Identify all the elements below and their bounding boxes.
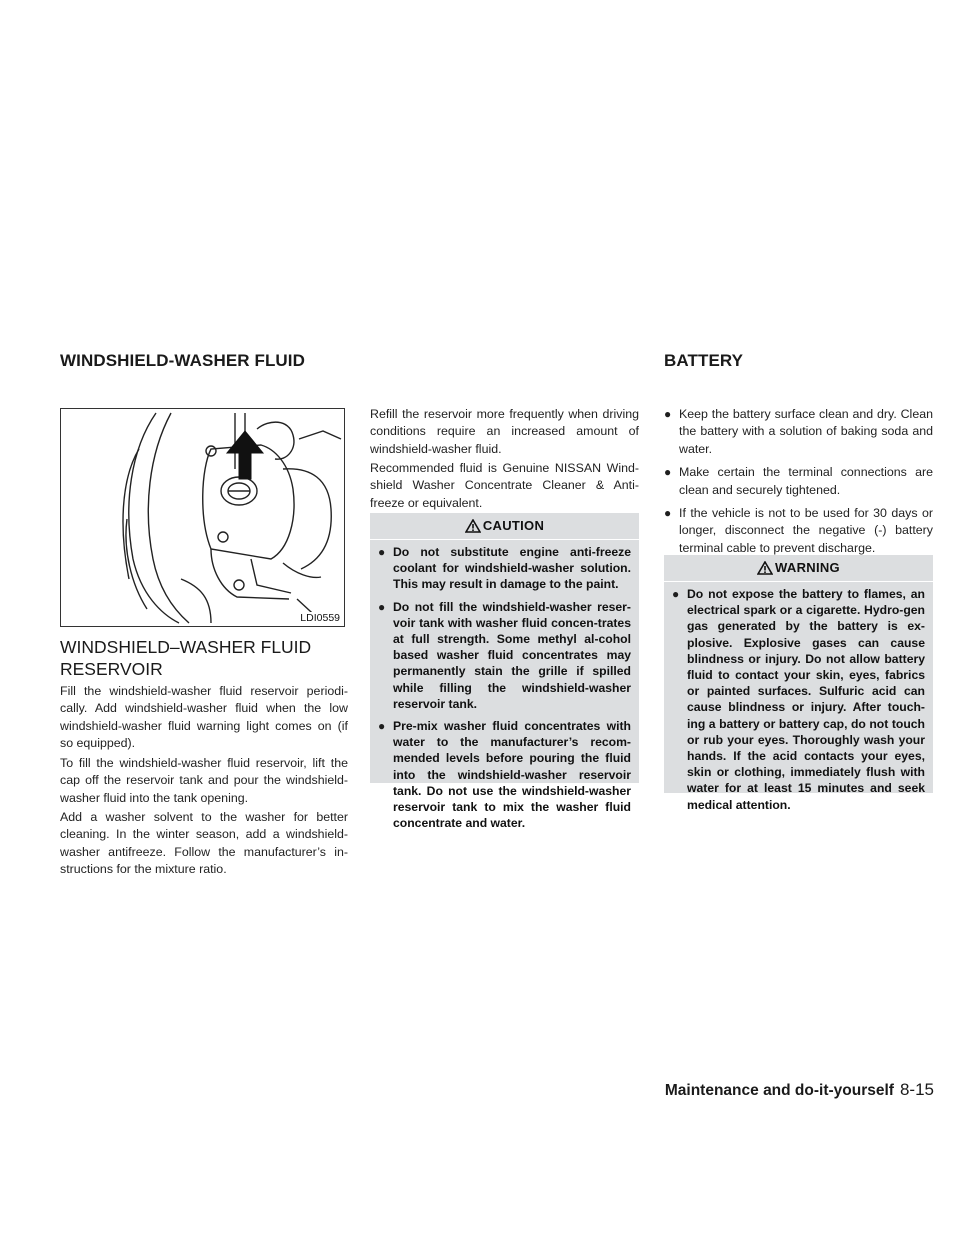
section-heading-battery: BATTERY (664, 351, 744, 370)
bullet: ● (378, 719, 386, 734)
battery-item (664, 464, 933, 499)
warning-item-text: Do not expose the battery to flames, an electrical spark or a cigarette. Hydro-gen gas generated by the battery is ex-plosive. Explosive gases can cause blindness or injury. Do not allow battery fluid to contact your skin, eyes, fabrics or painted surfaces. Sulfuric acid can cause blindness or injury. After touch-ing a battery or battery cap, do not touch or rub your eyes. Thoroughly wash your hands. If the acid contacts your eyes, skin or clothing, immediately flush with water for at least 15 minutes and seek medical attention. (687, 587, 925, 812)
bullet: ● (664, 407, 672, 421)
bullet: ● (378, 599, 386, 614)
section-heading-washer-fluid: WINDSHIELD-WASHER FLUID (60, 351, 306, 370)
figure-label: LDI0559 (300, 612, 340, 624)
footer-section-title: Maintenance and do-it-yourself (664, 1082, 894, 1099)
warning-item (672, 586, 925, 813)
reservoir-illustration (60, 408, 345, 627)
battery-item-text: Make certain the terminal connections are clean and securely tightened. (679, 465, 933, 497)
bullet: ● (664, 506, 672, 521)
battery-item (664, 505, 933, 557)
reservoir-line-drawing (61, 409, 344, 626)
page-number: 8-15 (899, 1080, 934, 1099)
recommended-fluid-paragraph: Recommended fluid is Genuine NISSAN Wind-shield Washer Concentrate Cleaner & Anti-freeze or equivalent. (370, 461, 639, 510)
caution-box (370, 513, 639, 831)
bullet: ● (378, 545, 386, 559)
caution-item (378, 544, 631, 593)
bullet: ● (672, 587, 680, 601)
up-arrow-icon (227, 431, 263, 479)
battery-item-text: Keep the battery surface clean and dry. Clean the battery with a solution of baking soda and water. (679, 407, 933, 456)
caution-item (378, 718, 631, 831)
warning-box (664, 555, 933, 812)
caution-list (370, 540, 639, 845)
warning-triangle-icon (465, 519, 481, 533)
caution-item (378, 599, 631, 712)
battery-list (664, 406, 933, 563)
refill-paragraph: Refill the reservoir more frequently when driving conditions require an increased amount of windshield-washer fluid. (370, 407, 639, 456)
caution-title-text: CAUTION (482, 518, 545, 533)
warning-title-text: WARNING (775, 560, 840, 575)
warning-triangle-icon (757, 561, 773, 575)
washer-paragraph-1: Fill the windshield-washer fluid reservoir periodi-cally. Add windshield-washer fluid when the low windshield-washer fluid warning light comes on (if so equipped). (60, 684, 348, 751)
caution-title (370, 513, 639, 540)
warning-list (664, 582, 933, 827)
washer-paragraph-2: To fill the windshield-washer fluid reservoir, lift the cap off the reservoir tank and pour the windshield-washer fluid into the tank opening. (60, 756, 348, 805)
washer-paragraph-3: Add a washer solvent to the washer for better cleaning. In the winter season, add a windshield-washer antifreeze. Follow the manufacturer’s in-structions for the mixture ratio. (60, 810, 348, 877)
battery-item (664, 406, 933, 458)
caution-item-text: Pre-mix washer fluid concentrates with water to the manufacturer’s recom-mended levels before pouring the fluid into the windshield-washer reservoir tank. Do not use the windshield-washer reservoir tank to mix the washer fluid concentrate and water. (393, 719, 631, 831)
caution-item-text: Do not fill the windshield-washer reser-voir tank with washer fluid concen-trates at full strength. Some methyl al-cohol based washer fluid concentrates may permanently stain the grille if spilled while filling the windshield-washer reservoir tank. (393, 599, 631, 711)
bullet: ● (664, 465, 672, 480)
washer-reservoir-heading: WINDSHIELD–WASHER FLUID RESERVOIR (60, 637, 312, 679)
caution-item-text: Do not substitute engine anti-freeze coolant for windshield-washer solution. This may result in damage to the paint. (393, 545, 631, 592)
page-footer (664, 1080, 934, 1100)
battery-item-text: If the vehicle is not to be used for 30 days or longer, disconnect the negative (-) battery terminal cable to prevent discharge. (679, 506, 933, 555)
warning-title (664, 555, 933, 582)
